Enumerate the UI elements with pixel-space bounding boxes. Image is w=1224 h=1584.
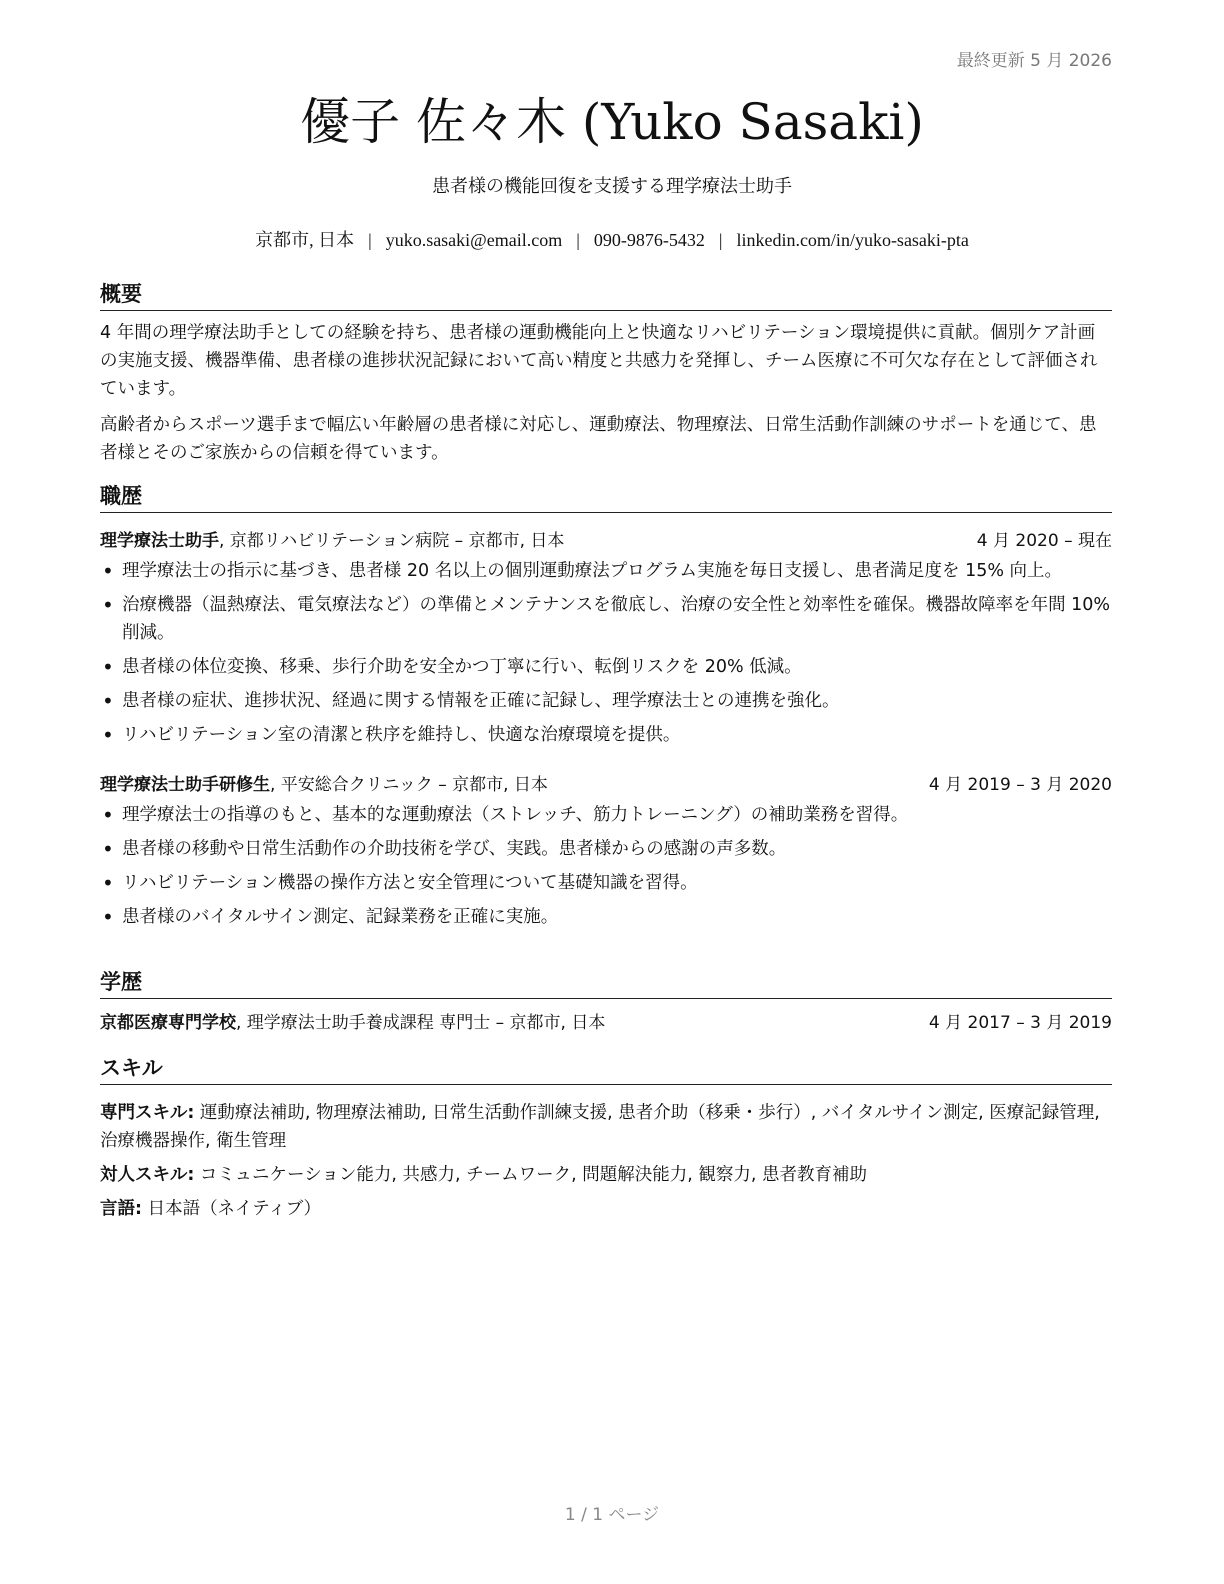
summary-section <box>100 278 1112 467</box>
experience-heading: 職歴 <box>100 480 1112 513</box>
contact-separator: | <box>368 230 372 250</box>
summary-paragraph: 高齢者からスポーツ選手まで幅広い年齢層の患者様に対応し、運動療法、物理療法、日常生活動作訓練のサポートを通じて、患者様とそのご家族からの信頼を得ています。 <box>100 415 1097 463</box>
education-section <box>100 966 1112 1037</box>
skill-label: 専門スキル: <box>100 1103 195 1123</box>
last-updated: 最終更新 5 月 2026 <box>956 51 1112 71</box>
skill-row <box>100 1161 1112 1189</box>
list-item: • 理学療法士の指導のもと、基本的な運動療法（ストレッチ、筋力トレーニング）の補助業務を習得。 <box>122 801 1112 829</box>
school-name: 京都医療専門学校 <box>100 1013 236 1033</box>
job-org: , 平安総合クリニック – 京都市, 日本 <box>270 775 548 795</box>
list-item: • リハビリテーション室の清潔と秩序を維持し、快適な治療環境を提供。 <box>122 721 1112 749</box>
skills-section <box>100 1052 1112 1229</box>
list-item: • 患者様の症状、進捗状況、経過に関する情報を正確に記録し、理学療法士との連携を強化。 <box>122 687 1112 715</box>
job-bullets <box>100 557 1112 749</box>
degree-detail: , 理学療法士助手養成課程 専門士 – 京都市, 日本 <box>236 1013 606 1033</box>
contact-email[interactable]: yuko.sasaki@email.com <box>385 230 563 250</box>
page-number: 1 / 1 ページ <box>564 1505 660 1525</box>
job-bullets <box>100 801 1112 931</box>
list-item: • リハビリテーション機器の操作方法と安全管理について基礎知識を習得。 <box>122 869 1112 897</box>
skill-value: 運動療法補助, 物理療法補助, 日常生活動作訓練支援, 患者介助（移乗・歩行）, バイタルサイン測定, 医療記録管理, 治療機器操作, 衛生管理 <box>100 1103 1100 1151</box>
experience-section <box>100 480 1112 937</box>
contact-line <box>0 226 1224 252</box>
list-item: • 理学療法士の指示に基づき、患者様 20 名以上の個別運動療法プログラム実施を毎日支援し、患者満足度を 15% 向上。 <box>122 557 1112 585</box>
candidate-name: 優子 佐々木 (Yuko Sasaki) <box>300 93 924 151</box>
list-item: • 患者様の体位変換、移乗、歩行介助を安全かつ丁寧に行い、転倒リスクを 20% 低減。 <box>122 653 1112 681</box>
education-entry <box>100 1009 1112 1037</box>
contact-separator: | <box>576 230 580 250</box>
job-dates: 4 月 2019 – 3 月 2020 <box>928 775 1112 795</box>
list-item: • 患者様のバイタルサイン測定、記録業務を正確に実施。 <box>122 903 1112 931</box>
skill-value: 日本語（ネイティブ） <box>142 1199 321 1219</box>
contact-separator: | <box>718 230 723 250</box>
list-item: • 患者様の移動や日常生活動作の介助技術を学び、実践。患者様からの感謝の声多数。 <box>122 835 1112 863</box>
tagline: 患者様の機能回復を支援する理学療法士助手 <box>432 176 792 197</box>
job-header <box>100 527 1112 555</box>
skill-label: 対人スキル: <box>100 1165 195 1185</box>
summary-paragraph: 4 年間の理学療法助手としての経験を持ち、患者様の運動機能向上と快適なリハビリテーション環境提供に貢献。個別ケア計画の実施支援、機器準備、患者様の進捗状況記録において高い精度と共感力を発揮し、チーム医療に不可欠な存在として評価されています。 <box>100 323 1098 399</box>
skill-row <box>100 1195 1112 1223</box>
contact-linkedin[interactable]: linkedin.com/in/yuko-sasaki-pta <box>736 230 969 250</box>
job-dates: 4 月 2020 – 現在 <box>976 531 1112 551</box>
contact-location: 京都市, 日本 <box>255 230 355 250</box>
job-org: , 京都リハビリテーション病院 – 京都市, 日本 <box>219 531 565 551</box>
skill-value: コミュニケーション能力, 共感力, チームワーク, 問題解決能力, 観察力, 患者教育補助 <box>194 1165 867 1185</box>
skill-label: 言語: <box>100 1199 142 1219</box>
skills-heading: スキル <box>100 1052 1112 1085</box>
education-heading: 学歴 <box>100 966 1112 999</box>
job-header <box>100 771 1112 799</box>
skill-row <box>100 1099 1112 1155</box>
list-item: • 治療機器（温熱療法、電気療法など）の準備とメンテナンスを徹底し、治療の安全性と効率性を確保。機器故障率を年間 10% 削減。 <box>122 591 1112 647</box>
education-dates: 4 月 2017 – 3 月 2019 <box>928 1013 1112 1033</box>
job-role: 理学療法士助手 <box>100 531 219 551</box>
contact-phone[interactable]: 090-9876-5432 <box>593 230 705 250</box>
job-role: 理学療法士助手研修生 <box>100 775 270 795</box>
summary-heading: 概要 <box>100 278 1112 311</box>
